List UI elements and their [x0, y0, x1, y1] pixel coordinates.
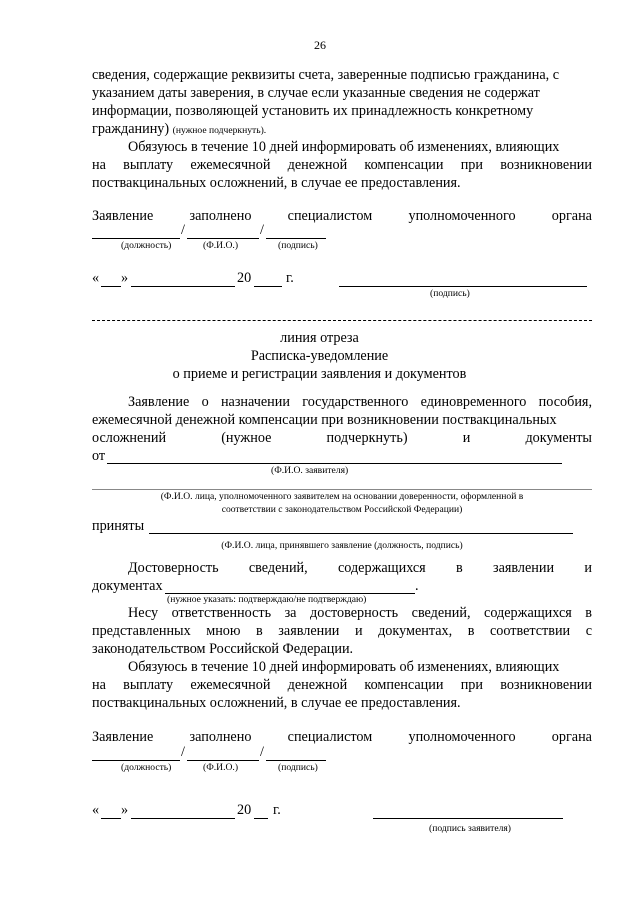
word: заполнено [189, 208, 252, 224]
date-month-blank[interactable] [131, 286, 235, 287]
applicant-name-label: (Ф.И.О. заявителя) [271, 465, 349, 476]
word: при [460, 677, 483, 693]
word: мною [206, 623, 241, 639]
word: государственного [302, 394, 409, 410]
word: Заявление [92, 729, 154, 745]
confirmation-hint: (нужное указать: подтверждаю/не подтверждаю) [167, 594, 367, 605]
word: Достоверность [128, 560, 219, 576]
word: Заявление [92, 208, 154, 224]
paragraph-line: Обязуюсь в течение 10 дней информировать об изменениях, влияющих [128, 139, 560, 155]
accepted-by-blank[interactable] [149, 533, 573, 534]
word: осложнений [92, 430, 167, 446]
position-label: (должность) [121, 240, 172, 251]
word: документах, [378, 623, 453, 639]
from-label: от [92, 448, 106, 464]
receipt-title: Расписка-уведомление [250, 348, 389, 364]
word: заявлении [278, 623, 340, 639]
word: ежемесячной [190, 157, 271, 173]
paragraph-line: законодательством Российской Федерации. [92, 641, 354, 657]
word: выплату [123, 677, 174, 693]
word: в [455, 560, 463, 576]
word: заявлении [492, 560, 555, 576]
word: уполномоченного [408, 208, 516, 224]
receipt-subtitle: о приеме и регистрации заявления и документов [172, 366, 467, 382]
accepted-label: приняты [92, 518, 145, 534]
word: соответствии [489, 623, 571, 639]
word: органа [551, 208, 592, 224]
word: достоверность [310, 605, 399, 621]
position-label: (должность) [121, 762, 172, 773]
applicant-signature-label: (подпись заявителя) [429, 823, 512, 834]
word: Заявление [128, 394, 190, 410]
proxy-label: (Ф.И.О. лица, уполномоченного заявителем на основании доверенности, оформленной в [160, 491, 524, 502]
word: за [284, 605, 297, 621]
cut-line [92, 320, 592, 321]
slash: / [260, 222, 264, 238]
fio-label: (Ф.И.О.) [203, 240, 239, 251]
applicant-name-blank[interactable] [107, 463, 562, 464]
word: ежемесячной [190, 677, 271, 693]
word: компенсации [364, 157, 444, 173]
position-blank[interactable] [92, 760, 180, 761]
date-year-blank[interactable] [254, 286, 282, 287]
signature-label: (подпись) [278, 762, 318, 773]
applicant-signature-blank[interactable] [373, 818, 563, 819]
word: денежной [287, 157, 348, 173]
word: назначении [220, 394, 290, 410]
word: содержащихся [484, 605, 572, 621]
date-year-prefix: 20 [237, 270, 252, 286]
word: денежной [287, 677, 348, 693]
word: на [92, 157, 106, 173]
statement-line [92, 208, 592, 225]
word: специалистом [287, 729, 373, 745]
cut-line-label: линия отреза [280, 330, 359, 346]
word: возникновении [500, 677, 592, 693]
word: и [584, 560, 592, 576]
proxy-label: соответствии с законодательством Российской Федерации) [221, 504, 463, 515]
fio-label: (Ф.И.О.) [203, 762, 239, 773]
date-quote-open: « [92, 802, 100, 818]
proxy-name-blank[interactable] [92, 489, 592, 490]
word: содержащихся [337, 560, 426, 576]
paragraph-line-justified [92, 623, 592, 640]
paragraph-line [92, 121, 266, 138]
word: представленных [92, 623, 191, 639]
word: ответственность [171, 605, 272, 621]
statement-line [92, 729, 592, 746]
word: на [92, 677, 106, 693]
paragraph-line: указанием даты заверения, в случае если указанные сведения не содержат [92, 85, 540, 101]
word: Несу [128, 605, 159, 621]
accepted-by-label: (Ф.И.О. лица, принявшего заявление (должность, подпись) [221, 540, 463, 551]
paragraph-line-justified [92, 430, 592, 447]
word: при [460, 157, 483, 173]
applicant-signature-blank[interactable] [339, 286, 587, 287]
word: возникновении [500, 157, 592, 173]
word: подчеркнуть) [326, 430, 408, 446]
word: с [585, 623, 592, 639]
paragraph-line-justified [92, 157, 592, 174]
paragraph-line: Обязуюсь в течение 10 дней информировать об изменениях, влияющих [128, 659, 560, 675]
word: в [467, 623, 475, 639]
word: в [256, 623, 263, 639]
hint-text: (нужное подчеркнуть). [172, 125, 267, 136]
word: в [585, 605, 592, 621]
fio-blank[interactable] [187, 238, 259, 239]
word: и [462, 430, 471, 446]
paragraph-line-justified [128, 605, 592, 622]
word: о [201, 394, 209, 410]
word: (нужное [221, 430, 272, 446]
word: уполномоченного [408, 729, 516, 745]
signature-blank[interactable] [266, 238, 326, 239]
word: сведений, [411, 605, 471, 621]
date-year-prefix: 20 [237, 802, 252, 818]
slash: / [181, 222, 185, 238]
paragraph-line: ежемесячной денежной компенсации при возникновении поствакцинальных [92, 412, 557, 428]
signature-label: (подпись) [430, 288, 470, 299]
date-year-blank[interactable] [254, 818, 268, 819]
paragraph-line: поствакцинальных осложнений, в случае ее предоставления. [92, 695, 461, 711]
paragraph-line-justified [128, 394, 592, 411]
word: и [354, 623, 363, 639]
word: выплату [123, 157, 174, 173]
signature-blank[interactable] [266, 760, 326, 761]
date-quote-open: « [92, 270, 100, 286]
date-quote-close: » [121, 802, 129, 818]
word: сведений, [248, 560, 308, 576]
word: специалистом [287, 208, 373, 224]
date-day-blank[interactable] [101, 286, 121, 287]
word: документы [525, 430, 592, 446]
date-month-blank[interactable] [131, 818, 235, 819]
position-blank[interactable] [92, 238, 180, 239]
slash: / [181, 744, 185, 760]
word: единовременного [420, 394, 527, 410]
date-year-suffix: г. [286, 270, 294, 286]
paragraph-line: информации, позволяющей установить их принадлежность конкретному [92, 103, 534, 119]
paragraph-line-justified [92, 677, 592, 694]
paragraph-line-justified [128, 560, 592, 577]
date-day-blank[interactable] [101, 818, 121, 819]
paragraph-text: гражданину) [92, 121, 170, 137]
word: компенсации [364, 677, 444, 693]
word: органа [551, 729, 592, 745]
paragraph-word: документах [92, 578, 163, 594]
date-quote-close: » [121, 270, 129, 286]
slash: / [260, 744, 264, 760]
page-number: 26 [314, 38, 326, 52]
signature-label: (подпись) [278, 240, 318, 251]
paragraph-line: поствакцинальных осложнений, в случае ее предоставления. [92, 175, 461, 191]
fio-blank[interactable] [187, 760, 259, 761]
date-year-suffix: г. [273, 802, 281, 818]
word: пособия, [538, 394, 592, 410]
word: заполнено [189, 729, 252, 745]
period: . [415, 578, 419, 594]
paragraph-line: сведения, содержащие реквизиты счета, заверенные подписью гражданина, с [92, 67, 560, 83]
